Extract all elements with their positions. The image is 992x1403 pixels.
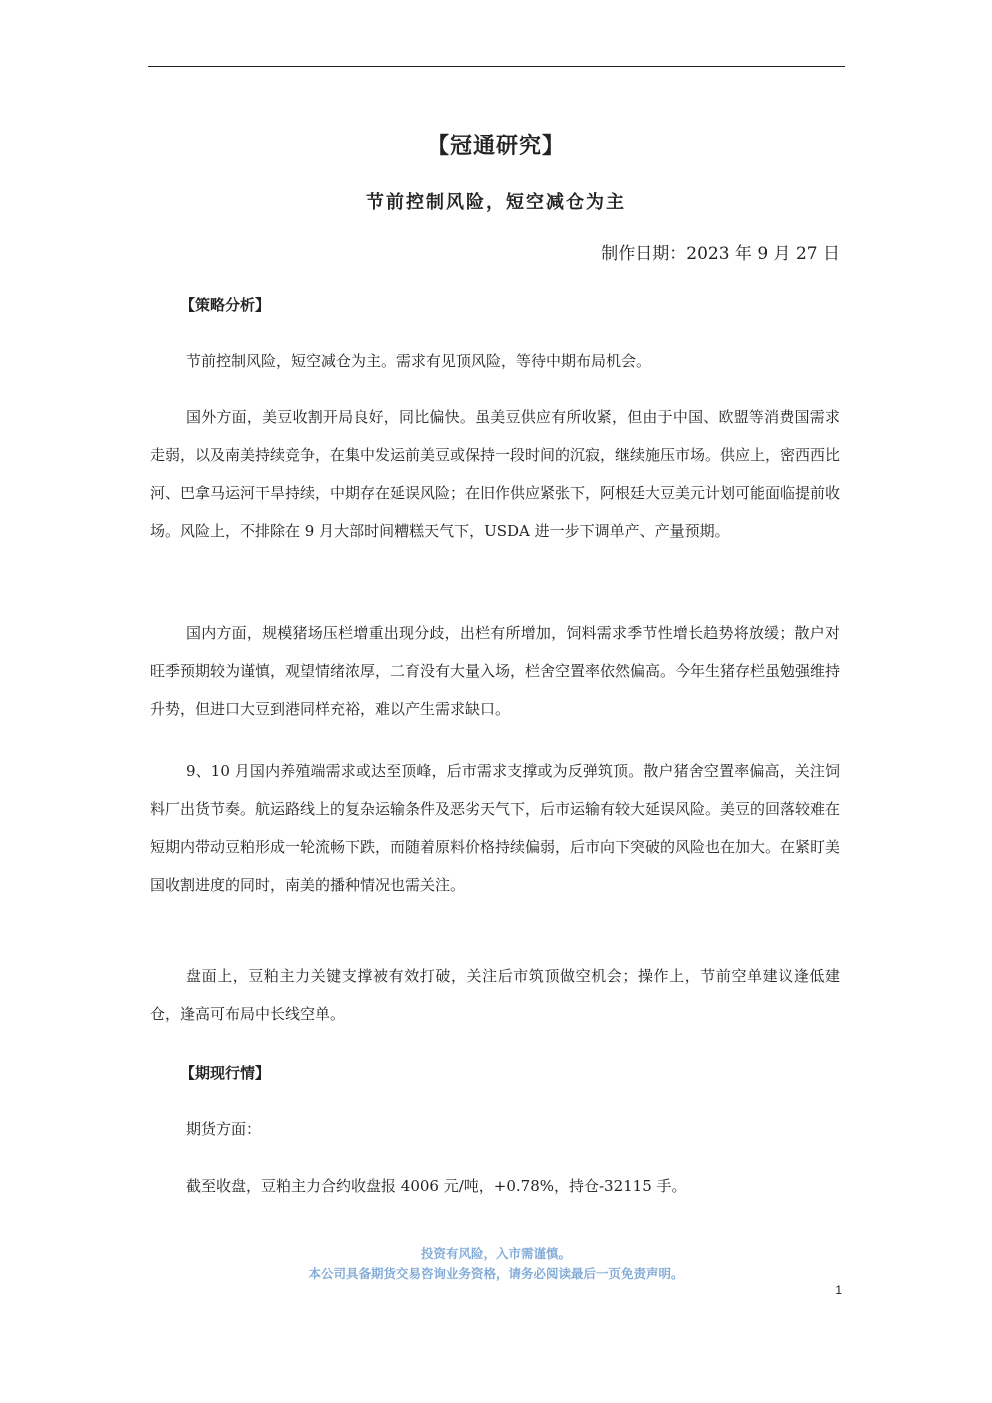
page-number: 1 (835, 1283, 842, 1297)
futures-closing-summary: 截至收盘，豆粕主力合约收盘报 4006 元/吨，+0.78%，持仓-32115 手。 (186, 1177, 687, 1195)
strategy-paragraph-summary: 节前控制风险，短空减仓为主。需求有见顶风险，等待中期布局机会。 (186, 352, 652, 370)
risk-warning: 投资有风险，入市需谨慎。 (420, 1246, 571, 1261)
report-subtitle: 节前控制风险，短空减仓为主 (366, 192, 626, 213)
report-brand-title: 【冠通研究】 (426, 133, 565, 159)
disclaimer-notice: 本公司具备期货交易咨询业务资格，请务必阅读最后一页免责声明。 (308, 1266, 684, 1281)
strategy-paragraph-trading: 盘面上，豆粕主力关键支撑被有效打破，关注后市筑顶做空机会；操作上，节前空单建议逢低建仓，逢高可布局中长线空单。 (150, 967, 840, 1023)
strategy-paragraph-domestic: 国内方面，规模猪场压栏增重出现分歧，出栏有所增加，饲料需求季节性增长趋势将放缓；散户对旺季预期较为谨慎，观望情绪浓厚，二育没有大量入场，栏舍空置率依然偏高。今年生猪存栏虽勉强维持升势，但进口大豆到港同样充裕，难以产生需求缺口。 (150, 624, 841, 718)
futures-label: 期货方面： (186, 1120, 262, 1138)
report-date: 制作日期：2023 年 9 月 27 日 (601, 244, 840, 264)
strategy-paragraph-overseas: 国外方面，美豆收割开局良好，同比偏快。虽美豆供应有所收紧，但由于中国、欧盟等消费国需求走弱，以及南美持续竞争，在集中发运前美豆或保持一段时间的沉寂，继续施压市场。供应上，密西西比河、巴拿马运河干旱持续，中期存在延误风险；在旧作供应紧张下，阿根廷大豆美元计划可能面临提前收场。风险上，不排除在 9 月大部时间糟糕天气下，USDA 进一步下调单产、产量预期。 (150, 408, 841, 540)
strategy-section-heading: 【策略分析】 (180, 296, 271, 314)
strategy-paragraph-outlook: 9、10 月国内养殖端需求或达至顶峰，后市需求支撑或为反弹筑顶。散户猪舍空置率偏高，关注饲料厂出货节奏。航运路线上的复杂运输条件及恶劣天气下，后市运输有较大延误风险。美豆的回落较难在短期内带动豆粕形成一轮流畅下跌，而随着原料价格持续偏弱，后市向下突破的风险也在加大。在紧盯美国收割进度的同时，南美的播种情况也需关注。 (150, 762, 841, 894)
header-rule (148, 66, 845, 67)
market-section-heading: 【期现行情】 (180, 1064, 271, 1082)
